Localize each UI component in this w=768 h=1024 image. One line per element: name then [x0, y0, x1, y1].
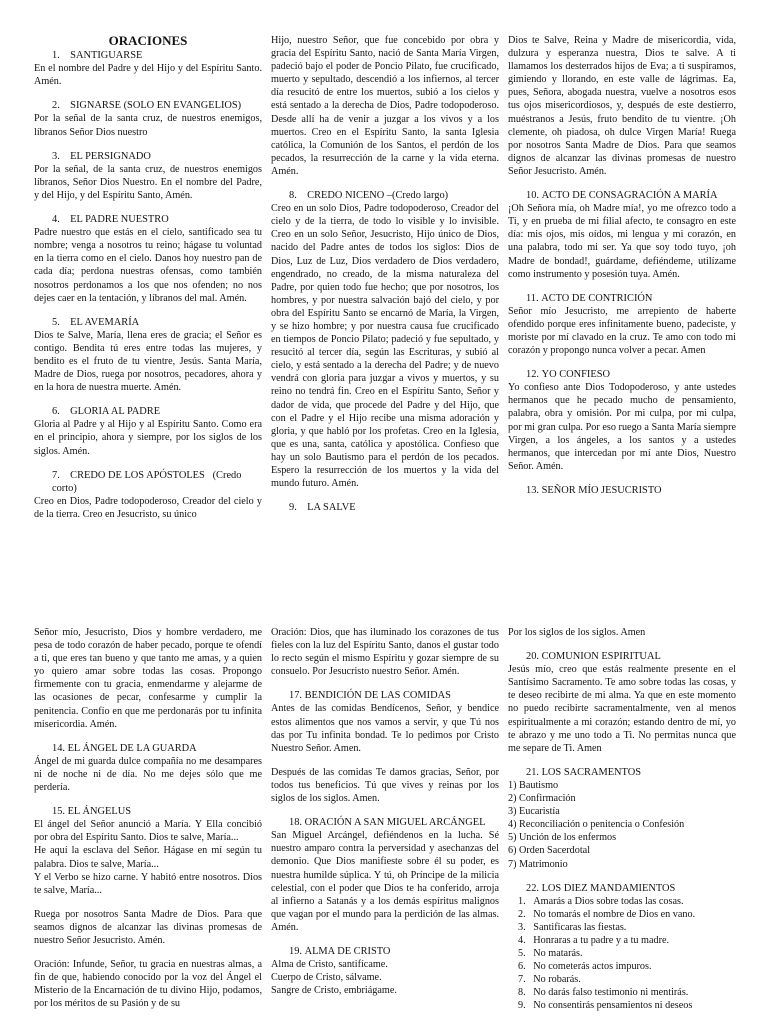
- heading-gloria: 6. GLORIA AL PADRE: [52, 406, 161, 418]
- angelus-oracion: Oración: Infunde, Señor, tu gracia en nuestras almas, a fin de que, habiendo conocido por la voz del Ángel el Misterio de la Encarnación de tu divino Hijo, podamos, por los méritos de su Pasión y de su: [34, 959, 262, 1010]
- column-top-2: [271, 34, 499, 556]
- list-item: 8. No darás falso testimonio ni mentirás.: [518, 987, 689, 999]
- text-credo-apostoles: Creo en Dios, Padre todopoderoso, Creador del cielo y de la tierra. Creo en Jesucristo, su único: [34, 495, 262, 520]
- angelus-ruega: Ruega por nosotros Santa Madre de Dios. Para que seamos dignos de alcanzar las divinas promesas de nuestro Señor Jesucristo. Amén.: [34, 908, 262, 946]
- heading-signarse: 2. SIGNARSE (SOLO EN EVANGELIOS): [52, 100, 242, 112]
- list-item: 7. No robarás.: [518, 974, 581, 986]
- list-item: 3. Santificaras las fiestas.: [518, 921, 627, 933]
- angelus-line: El ángel del Señor anunció a María. Y Ella concibió por obra del Espíritu Santo. Dios te salve, María...: [34, 819, 262, 844]
- text-persignado: Por la señal, de la santa cruz, de nuestros enemigos líbranos, Señor Dios Nuestro. En el nombre del Padre, y del Hijo, y del Espíritu Santo, Amén.: [34, 163, 262, 201]
- heading-consagracion: 10. ACTO DE CONSAGRACIÓN A MARÍA: [526, 190, 718, 202]
- heading-padre-nuestro: 4. EL PADRE NUESTRO: [52, 214, 169, 226]
- heading-sacramentos: 21. LOS SACRAMENTOS: [526, 766, 641, 778]
- text-salve: Dios te Salve, Reina y Madre de misericordia, vida, dulzura y esperanza nuestra, Dios te salve. A ti llamamos los desterrados hijos de Eva; a ti suspiramos, gimiendo y llorando, en este valle de lágrimas. Ea, pues, Señora, abogada nuestra, vuelve a nosotros esos tus ojos misericordiosos, y, después de este destierro, muéstranos a Jesús, fruto bendito de tu vientre. ¡Oh clemente, oh piadosa, oh dulce Virgen María! Ruega por nosotros Santa Madre de Dios. Para que seamos dignos de alcanzar las divinas promesas de nuestro Señor Jesucristo. Amén.: [508, 35, 736, 177]
- list-item: 5) Unción de los enfermos: [508, 832, 617, 844]
- text-consagracion: ¡Oh Señora mía, oh Madre mía!, yo me ofrezco todo a Ti, y en prueba de mi filial afecto, te consagro en este día: mis ojos, mis oídos, mi lengua y mi corazón, en una palabra, todo mi ser. Ya que soy todo tuyo, ¡oh Madre de bondad!, guárdame, defiéndeme, utilízame como instrumento y posesión tuya. Amén.: [508, 203, 736, 280]
- column-bottom-2: [271, 626, 499, 1024]
- heading-credo-niceno: 8. CREDO NICENO –(Credo largo): [289, 190, 449, 202]
- text-padre-nuestro: Padre nuestro que estás en el cielo, santificado sea tu nombre; venga a nosotros tu reino; hágase tu voluntad en la tierra como en el cielo. Danos hoy nuestro pan de cada día; perdona nuestras ofensas, como también nosotros perdonamos a los que nos ofenden; no nos dejes caer en la tentación, y líbranos del mal. Amén.: [34, 227, 262, 304]
- list-item: 5. No matarás.: [518, 948, 583, 960]
- text-credo-apostoles-cont: Hijo, nuestro Señor, que fue concebido por obra y gracia del Espíritu Santo, nació de Santa María Virgen, padeció bajo el poder de Poncio Pilato, fue crucificado, muerto y sepultado, descendió a los infiernos, al tercer día resucitó de entre los muertos, subió a los cielos y está sentado a la derecha de Dios, Padre todopoderoso. Desde allí ha de venir a juzgar a los vivos y a los muertos. Creo en el Espíritu Santo, la santa Iglesia católica, la Comunión de los Santos, el perdón de los pecados, la resurrección de la carne y la vida eterna. Amén.: [271, 35, 499, 177]
- list-item: 4) Reconciliación o penitencia o Confesión: [508, 819, 685, 831]
- heading-senor-mio: 13. SEÑOR MÍO JESUCRISTO: [526, 484, 662, 496]
- heading-credo-apostoles: 7. CREDO DE LOS APÓSTOLES (Credo corto): [52, 469, 242, 494]
- heading-persignado: 3. EL PERSIGNADO: [52, 150, 151, 162]
- column-top-3: [508, 34, 736, 556]
- page-title: ORACIONES: [108, 34, 188, 48]
- heading-san-miguel: 18. ORACIÓN A SAN MIGUEL ARCÁNGEL: [289, 817, 486, 829]
- text-por-los-siglos: Por los siglos de los siglos. Amen: [508, 627, 646, 638]
- heading-comunion: 20. COMUNION ESPIRITUAL: [526, 651, 661, 663]
- text-bendicion-antes: Antes de las comidas Bendícenos, Señor, y bendice estos alimentos que nos vamos a servir, y que Tú nos das por Tu infinita bondad. Te lo pedimos por Cristo Nuestro Señor. Amen.: [271, 703, 499, 754]
- heading-avemaria: 5. EL AVEMARÍA: [52, 316, 140, 328]
- text-san-miguel: San Miguel Arcángel, defiéndenos en la lucha. Sé nuestro amparo contra la perversidad y asechanzas del demonio. Que Dios manifieste sobre él su poder, es nuestra humilde súplica. Y tú, oh Príncipe de la milicia celestial, con el poder que Dios te ha conferido, arroja al infierno a Satanás y a los demás espíritus malignos que vagan por el mundo para la perdición de las almas. Amén.: [271, 830, 499, 933]
- heading-angel-guarda: 14. EL ÁNGEL DE LA GUARDA: [52, 742, 197, 754]
- text-oracion-espiritu: Oración: Dios, que has iluminado los corazones de tus fieles con la luz del Espíritu Santo, danos el gustar todo lo recto según el mismo Espíritu y gozar siempre de su consuelo. Por Jesucristo nuestro Señor. Amén.: [271, 627, 499, 678]
- column-bottom-3: [508, 626, 736, 1024]
- alma-cristo-line: Alma de Cristo, santifícame.: [271, 959, 388, 971]
- list-item: 2. No tomarás el nombre de Dios en vano.: [518, 908, 696, 920]
- heading-mandamientos: 22. LOS DIEZ MANDAMIENTOS: [526, 882, 676, 894]
- list-item: 6. No cometerás actos impuros.: [518, 961, 652, 973]
- list-item: 1) Bautismo: [508, 779, 559, 791]
- text-comunion: Jesús mío, creo que estás realmente presente en el Santísimo Sacramento. Te amo sobre todas las cosas, y te deseo recibirte de mi alma. Ya que en este momento no puedo recibirte sacramentalmente, ven al menos espiritualmente a mi corazón; estando dentro de mí, yo te abrazo y me uno todo a Ti. No permitas nunca que me separe de Ti. Amen: [508, 664, 736, 754]
- heading-bendicion: 17. BENDICIÓN DE LAS COMIDAS: [289, 690, 451, 702]
- text-senor-mio: Señor mío, Jesucristo, Dios y hombre verdadero, me pesa de todo corazón de haber pecado, porque te ofendí a ti, que eres tan bueno y que tanto me amas, y a quien yo quiero amar sobre todas las cosas. Propongo firmemente con tu gracia, enmendarme y alejarme de las ocasiones de pecar, confesarme y cumplir la penitencia. Confío en que me perdonarás por tu infinita misericordia. Amén.: [34, 627, 262, 730]
- mandamientos-list: [508, 895, 736, 1013]
- list-item: 4. Honraras a tu padre y a tu madre.: [518, 934, 670, 946]
- heading-angelus: 15. EL ÁNGELUS: [52, 806, 131, 818]
- sacramentos-list: [508, 779, 736, 871]
- list-item: 9. No consentirás pensamientos ni deseos: [518, 1000, 693, 1012]
- list-item: 2) Confirmación: [508, 793, 576, 805]
- column-top-1: [34, 34, 262, 556]
- alma-cristo-line: Sangre de Cristo, embriágame.: [271, 985, 397, 997]
- list-item: 3) Eucaristía: [508, 806, 560, 818]
- heading-confieso: 12. YO CONFIESO: [526, 369, 610, 381]
- text-signarse: Por la señal de la santa cruz, de nuestros enemigos, líbranos Señor Dios nuestro: [34, 113, 262, 138]
- text-gloria: Gloria al Padre y al Hijo y al Espíritu Santo. Como era en el principio, ahora y siempre, por los siglos de los siglos. Amén.: [34, 419, 262, 457]
- list-item: 1. Amarás a Dios sobre todas las cosas.: [518, 895, 684, 907]
- heading-salve: 9. LA SALVE: [289, 502, 356, 514]
- text-angel-guarda: Ángel de mi guarda dulce compañía no me desampares ni de noche ni de día. No me dejes sólo que me perdería.: [34, 755, 262, 794]
- text-santiguarse: En el nombre del Padre y del Hijo y del Espíritu Santo. Amén.: [34, 63, 262, 88]
- heading-alma-cristo: 19. ALMA DE CRISTO: [289, 945, 391, 957]
- text-avemaria: Dios te Salve, María, llena eres de gracia; el Señor es contigo. Bendita tú eres entre todas las mujeres, y bendito es el fruto de tu vientre, Jesús. Santa María, Madre de Dios, ruega por nosotros, pecadores, ahora y en la hora de nuestra muerte. Amén.: [34, 329, 262, 394]
- angelus-line: He aquí la esclava del Señor. Hágase en mí según tu palabra. Dios te salve, María...: [34, 845, 262, 870]
- list-item: 6) Orden Sacerdotal: [508, 845, 591, 857]
- text-contricion: Señor mío Jesucristo, me arrepiento de haberte ofendido porque eres infinitamente bueno, padeciste, y moriste por mí clavado en la cruz. Te amo con todo mi corazón y propongo nunca volver a pecar. Amen: [508, 305, 736, 357]
- column-bottom-1: [34, 626, 262, 1024]
- text-confieso: Yo confieso ante Dios Todopoderoso, y ante ustedes hermanos que he pecado mucho de pensamiento, palabra, obra y omisión. Por mi culpa, por mi culpa, por mi gran culpa. Por eso ruego a Santa María siempre Virgen, a los ángeles, a los santos y a ustedes hermanos, que intercedan por mí ante Dios, Nuestro Señor. Amén.: [508, 382, 736, 472]
- text-credo-niceno: Creo en un solo Dios, Padre todopoderoso, Creador del cielo y de la tierra, de todo lo visible y lo invisible. Creo en un solo Señor, Jesucristo, Hijo único de Dios, nacido del Padre antes de todos los siglos: Dios de Dios, Luz de Luz, Dios verdadero de Dios verdadero, engendrado, no creado, de la misma naturaleza del Padre, por quien todo fue hecho; que por nosotros, los hombres, y por nuestra salvación bajó del cielo, y por obra del Espíritu Santo se encarnó de María, la Virgen, y se hizo hombre; y por nuestra causa fue crucificado en tiempos de Poncio Pilato; padeció y fue sepultado, y resucitó al tercer día, según las Escrituras, y subió al cielo, y está sentado a la derecha del Padre; y de nuevo vendrá con gloria para juzgar a vivos y muertos, y su reino no tendrá fin. Creo en el Espíritu Santo, Señor y dador de vida, que procede del Padre y del Hijo, que con el Padre y el Hijo recibe una misma adoración y gloria, y que habló por los profetas. Creo en la Iglesia, que es una, santa, católica y apostólica. Confieso que hay un solo Bautismo para el perdón de los pecados. Espero la resurrección de los muertos y la vida del mundo futuro. Amén.: [271, 203, 499, 490]
- heading-contricion: 11. ACTO DE CONTRICIÓN: [526, 292, 653, 304]
- text-bendicion-despues: Después de las comidas Te damos gracias, Señor, por todos tus beneficios. Tú que vives y reinas por los siglos de los siglos. Amen.: [271, 766, 499, 805]
- angelus-line: Y el Verbo se hizo carne. Y habitó entre nosotros. Dios te salve, María...: [34, 871, 262, 896]
- list-item: 7) Matrimonio: [508, 858, 568, 870]
- heading-santiguarse: 1. SANTIGUARSE: [52, 50, 143, 62]
- alma-cristo-line: Cuerpo de Cristo, sálvame.: [271, 972, 382, 984]
